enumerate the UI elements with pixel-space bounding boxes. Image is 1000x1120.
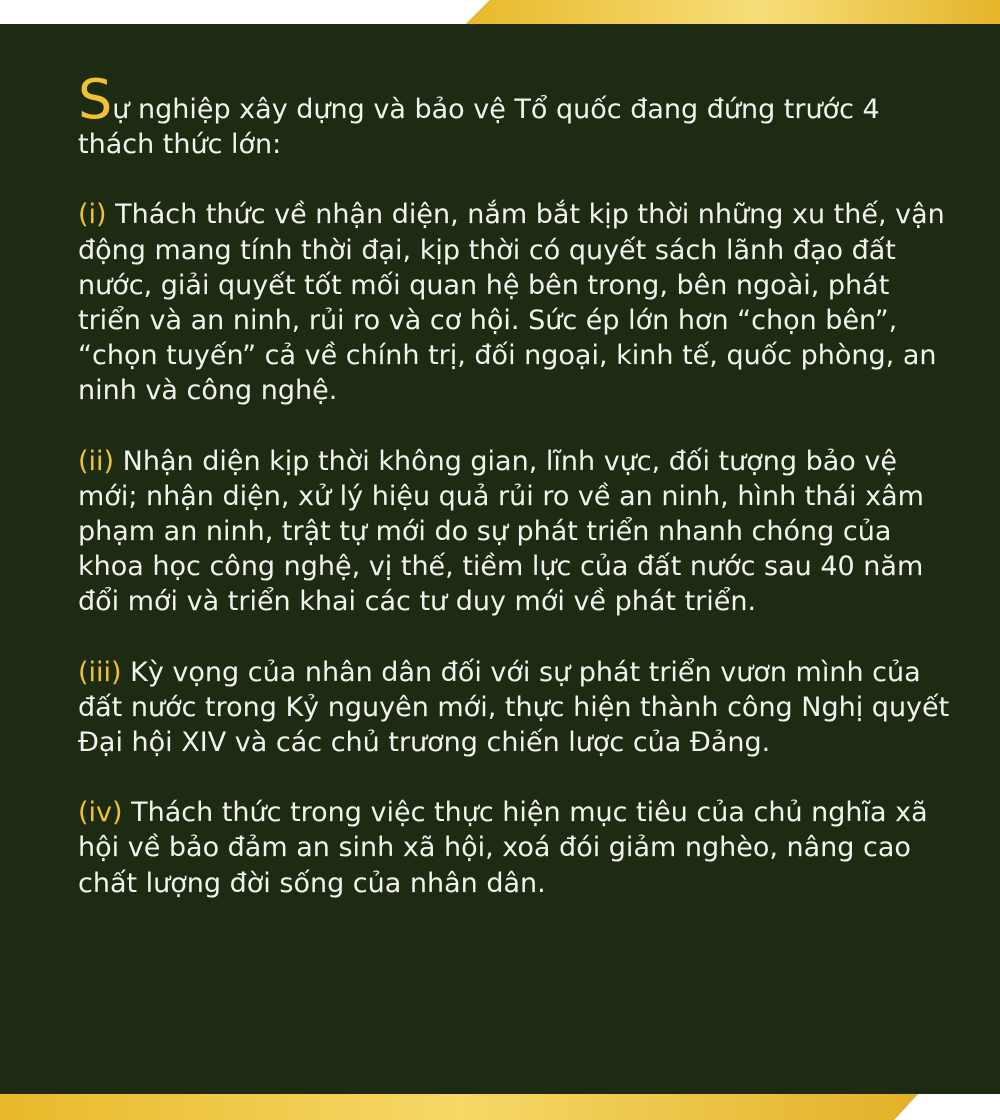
intro-text: ự nghiệp xây dựng và bảo vệ Tổ quốc đang đứng trước 4 thách thức lớn: [78,94,880,161]
challenge-label-2: (ii) [78,445,115,477]
challenge-text-2: Nhận diện kịp thời không gian, lĩnh vực, đối tượng bảo vệ mới; nhận diện, xử lý hiệu quả rủi ro về an ninh, hình thái xâm phạm an ninh, trật tự mới do sự phát triển nhanh chóng của khoa học công nghệ, vị thế, tiềm lực của đất nước sau 40 năm đổi mới và triển khai các tư duy mới về phát triển. [78,445,924,618]
article-body [78,68,958,936]
top-decorative-band [0,0,1000,24]
challenge-paragraph-1 [78,197,958,408]
bottom-decorative-band [0,1094,1000,1120]
bottom-gold-stripe [0,1094,918,1120]
top-gold-stripe [466,0,1000,24]
challenge-text-1: Thách thức về nhận diện, nắm bắt kịp thời những xu thế, vận động mang tính thời đại, kịp thời có quyết sách lãnh đạo đất nước, giải quyết tốt mối quan hệ bên trong, bên ngoài, phát triển và an ninh, rủi ro và cơ hội. Sức ép lớn hơn “chọn bên”, “chọn tuyến” cả về chính trị, đối ngoại, kinh tế, quốc phòng, an ninh và công nghệ. [78,199,945,407]
challenge-text-4: Thách thức trong việc thực hiện mục tiêu của chủ nghĩa xã hội về bảo đảm an sinh xã hội, xoá đói giảm nghèo, nâng cao chất lượng đời sống của nhân dân. [78,797,928,899]
intro-paragraph [78,68,958,162]
challenge-label-3: (iii) [78,656,122,688]
challenge-paragraph-2 [78,444,958,620]
top-white-stripe [0,0,490,24]
challenge-paragraph-4 [78,795,958,901]
drop-cap: S [78,68,113,131]
challenge-paragraph-3 [78,655,958,761]
challenge-label-1: (i) [78,199,107,231]
challenge-text-3: Kỳ vọng của nhân dân đối với sự phát triển vươn mình của đất nước trong Kỷ nguyên mới, thực hiện thành công Nghị quyết Đại hội XIV và các chủ trương chiến lược của Đảng. [78,656,950,759]
challenge-label-4: (iv) [78,797,123,829]
